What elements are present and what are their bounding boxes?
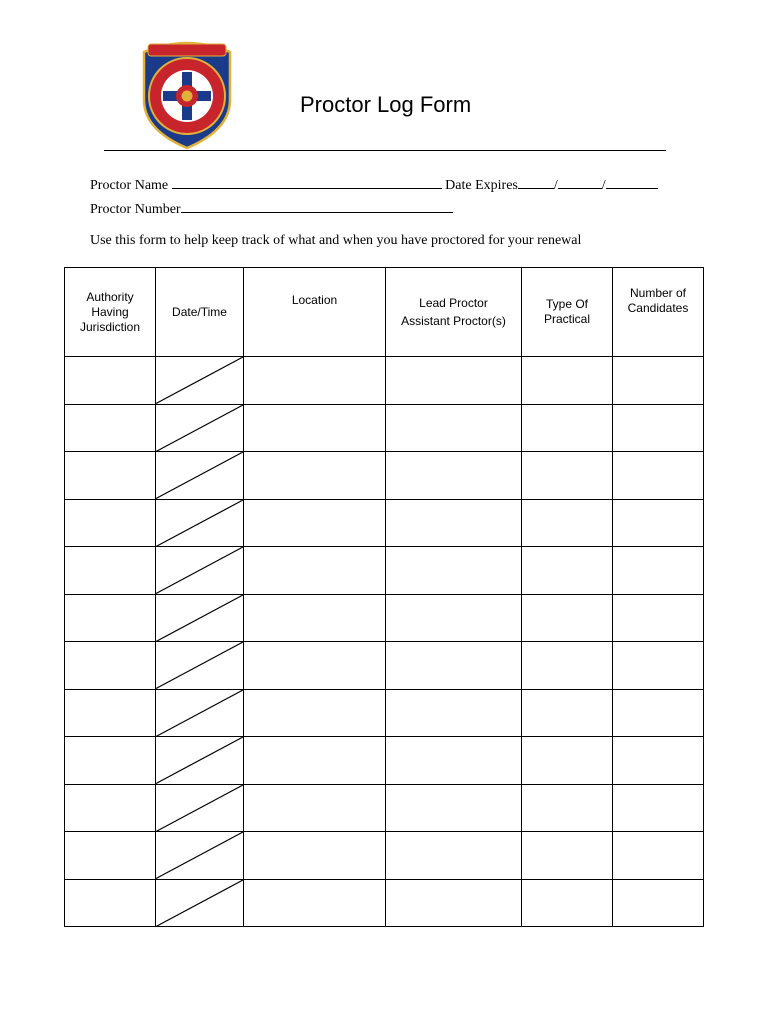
date-time-divider	[156, 785, 243, 832]
cell-number-of-candidates[interactable]	[613, 832, 704, 880]
cell-location[interactable]	[244, 832, 386, 880]
cell-type-of-practical[interactable]	[522, 594, 613, 642]
cell-date-time[interactable]	[156, 737, 244, 785]
cell-location[interactable]	[244, 547, 386, 595]
colorado-fire-prevention-logo	[138, 38, 236, 150]
cell-date-time[interactable]	[156, 642, 244, 690]
table-row	[65, 357, 704, 405]
date-time-divider	[156, 547, 243, 594]
table-row	[65, 499, 704, 547]
cell-date-time[interactable]	[156, 357, 244, 405]
table-body	[65, 357, 704, 927]
cell-proctors[interactable]	[386, 452, 522, 500]
proctor-name-field[interactable]	[172, 175, 442, 189]
date-time-divider	[156, 880, 243, 927]
cell-type-of-practical[interactable]	[522, 404, 613, 452]
date-time-divider	[156, 452, 243, 499]
instructions: Use this form to help keep track of what and when you have proctored for your renewal	[90, 233, 582, 248]
cell-proctors[interactable]	[386, 404, 522, 452]
cell-number-of-candidates[interactable]	[613, 594, 704, 642]
cell-authority[interactable]	[65, 737, 156, 785]
cell-date-time[interactable]	[156, 784, 244, 832]
header-date-time: Date/Time	[156, 268, 244, 357]
cell-type-of-practical[interactable]	[522, 832, 613, 880]
cell-type-of-practical[interactable]	[522, 642, 613, 690]
cell-proctors[interactable]	[386, 879, 522, 927]
cell-authority[interactable]	[65, 594, 156, 642]
cell-proctors[interactable]	[386, 594, 522, 642]
cell-authority[interactable]	[65, 357, 156, 405]
cell-authority[interactable]	[65, 404, 156, 452]
cell-number-of-candidates[interactable]	[613, 404, 704, 452]
cell-authority[interactable]	[65, 499, 156, 547]
cell-date-time[interactable]	[156, 832, 244, 880]
cell-proctors[interactable]	[386, 832, 522, 880]
cell-authority[interactable]	[65, 784, 156, 832]
table-row	[65, 737, 704, 785]
cell-proctors[interactable]	[386, 499, 522, 547]
date-expires-year-field[interactable]	[606, 175, 658, 189]
cell-proctors[interactable]	[386, 737, 522, 785]
cell-number-of-candidates[interactable]	[613, 879, 704, 927]
cell-type-of-practical[interactable]	[522, 452, 613, 500]
cell-authority[interactable]	[65, 642, 156, 690]
cell-authority[interactable]	[65, 452, 156, 500]
cell-number-of-candidates[interactable]	[613, 689, 704, 737]
table-row	[65, 879, 704, 927]
date-time-divider	[156, 405, 243, 452]
table-header-row	[65, 268, 704, 357]
date-time-divider	[156, 832, 243, 879]
table-row	[65, 689, 704, 737]
date-expires-day-field[interactable]	[558, 175, 602, 189]
table-row	[65, 642, 704, 690]
title-divider	[104, 150, 666, 151]
cell-type-of-practical[interactable]	[522, 879, 613, 927]
cell-proctors[interactable]	[386, 357, 522, 405]
table-row	[65, 452, 704, 500]
cell-number-of-candidates[interactable]	[613, 452, 704, 500]
header-type-of-practical: Type Of Practical	[522, 268, 613, 357]
date-time-divider	[156, 737, 243, 784]
cell-type-of-practical[interactable]	[522, 547, 613, 595]
cell-location[interactable]	[244, 689, 386, 737]
date-time-divider	[156, 690, 243, 737]
cell-proctors[interactable]	[386, 642, 522, 690]
cell-number-of-candidates[interactable]	[613, 357, 704, 405]
cell-location[interactable]	[244, 499, 386, 547]
cell-authority[interactable]	[65, 879, 156, 927]
cell-location[interactable]	[244, 357, 386, 405]
cell-number-of-candidates[interactable]	[613, 547, 704, 595]
page-title: Proctor Log Form	[300, 92, 472, 117]
cell-location[interactable]	[244, 642, 386, 690]
date-time-divider	[156, 595, 243, 642]
cell-location[interactable]	[244, 737, 386, 785]
date-separator: /	[601, 178, 606, 193]
table-row	[65, 594, 704, 642]
table-row	[65, 784, 704, 832]
header-location: Location	[244, 268, 386, 357]
cell-location[interactable]	[244, 784, 386, 832]
cell-number-of-candidates[interactable]	[613, 784, 704, 832]
cell-date-time[interactable]	[156, 452, 244, 500]
date-expires-label: Date Expires	[445, 178, 518, 193]
cell-date-time[interactable]	[156, 404, 244, 452]
header-authority-having-jurisdiction: Authority Having Jurisdiction	[65, 268, 156, 357]
proctor-name-label: Proctor Name	[90, 178, 169, 193]
proctor-log-table	[64, 267, 704, 927]
cell-date-time[interactable]	[156, 547, 244, 595]
cell-location[interactable]	[244, 879, 386, 927]
header-number-of-candidates: Number of Candidates	[613, 268, 704, 357]
proctor-number-field[interactable]	[181, 199, 453, 213]
date-expires-month-field[interactable]	[518, 175, 554, 189]
cell-date-time[interactable]	[156, 879, 244, 927]
cell-proctors[interactable]	[386, 547, 522, 595]
cell-proctors[interactable]	[386, 689, 522, 737]
cell-date-time[interactable]	[156, 499, 244, 547]
cell-type-of-practical[interactable]	[522, 737, 613, 785]
cell-authority[interactable]	[65, 832, 156, 880]
cell-type-of-practical[interactable]	[522, 357, 613, 405]
date-time-divider	[156, 500, 243, 547]
table-row	[65, 832, 704, 880]
header-lead-assistant-proctor: Lead Proctor Assistant Proctor(s)	[386, 268, 522, 357]
cell-number-of-candidates[interactable]	[613, 642, 704, 690]
cell-number-of-candidates[interactable]	[613, 737, 704, 785]
cell-type-of-practical[interactable]	[522, 784, 613, 832]
cell-type-of-practical[interactable]	[522, 689, 613, 737]
cell-proctors[interactable]	[386, 784, 522, 832]
table-row	[65, 404, 704, 452]
proctor-number-line	[90, 199, 453, 218]
cell-location[interactable]	[244, 404, 386, 452]
date-separator: /	[553, 178, 558, 193]
cell-location[interactable]	[244, 452, 386, 500]
cell-date-time[interactable]	[156, 594, 244, 642]
cell-location[interactable]	[244, 594, 386, 642]
date-time-divider	[156, 642, 243, 689]
cell-type-of-practical[interactable]	[522, 499, 613, 547]
cell-date-time[interactable]	[156, 689, 244, 737]
cell-number-of-candidates[interactable]	[613, 499, 704, 547]
table-row	[65, 547, 704, 595]
proctor-name-line	[90, 175, 658, 194]
proctor-number-label: Proctor Number	[90, 202, 181, 217]
date-time-divider	[156, 357, 243, 404]
cell-authority[interactable]	[65, 547, 156, 595]
cell-authority[interactable]	[65, 689, 156, 737]
